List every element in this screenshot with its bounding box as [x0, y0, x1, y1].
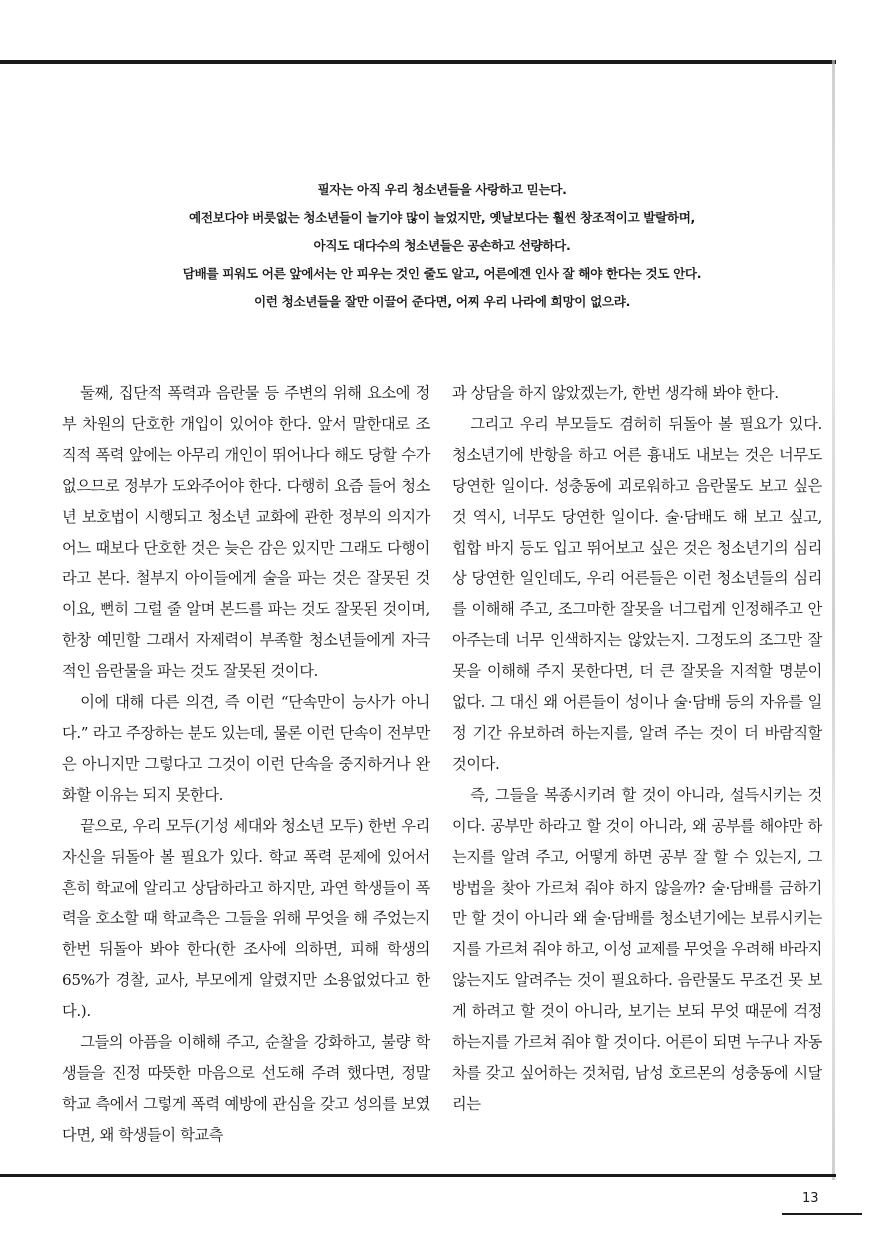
- pull-quote: [150, 176, 734, 316]
- paragraph: 끝으로, 우리 모두(기성 세대와 청소년 모두) 한번 우리 자신을 뒤돌아 볼 필요가 있다. 학교 폭력 문제에 있어서 흔히 학교에 알리고 상담하라고 하지만, 과연 학생들이 폭력을 호소할 때 학교측은 그들을 위해 무엇을 해 주었는지 한번 뒤돌아 봐야 한다(한 조사에 의하면, 피해 학생의 65%가 경찰, 교사, 부모에게 알렸지만 소용없었다고 한다.).: [62, 816, 430, 1021]
- pull-quote-line: 담배를 피워도 어른 앞에서는 안 피우는 것인 줄도 알고, 어른에겐 인사 잘 해야 한다는 것도 안다.: [182, 266, 702, 281]
- page-number: 13: [802, 1191, 819, 1206]
- paragraph: 그리고 우리 부모들도 겸허히 뒤돌아 볼 필요가 있다. 청소년기에 반항을 하고 어른 흉내도 내보는 것은 너무도 당연한 일이다. 성충동에 괴로워하고 음란물도 보고 싶은 것 역시, 너무도 당연한 일이다. 술·담배도 해 보고 싶고, 힙합 바지 등도 입고 뛰어보고 싶은 것은 청소년기의 심리상 당연한 일인데도, 우리 어른들은 이런 청소년들의 심리를 이해해 주고, 조그마한 잘못을 너그럽게 인정해주고 안아주는데 너무 인색하지는 않았는지. 그정도의 조그만 잘못을 이해해 주지 못한다면, 더 큰 잘못을 지적할 명분이 없다. 그 대신 왜 어른들이 성이나 술·담배 등의 자유를 일정 기간 유보하려 하는지를, 알려 주는 것이 더 바람직할 것이다.: [452, 414, 822, 773]
- pull-quote-line: 필자는 아직 우리 청소년들을 사랑하고 믿는다.: [317, 182, 567, 197]
- pull-quote-line: 이런 청소년들을 잘만 이끌어 준다면, 어찌 우리 나라에 희망이 없으랴.: [253, 294, 630, 309]
- paragraph: 즉, 그들을 복종시키려 할 것이 아니라, 설득시키는 것이다. 공부만 하라고 할 것이 아니라, 왜 공부를 해야만 하는지를 알려 주고, 어떻게 하면 공부 잘 할 수 있는지, 그 방법을 찾아 가르쳐 줘야 하지 않을까? 술·담배를 금하기만 할 것이 아니라 왜 술·담배를 청소년기에는 보류시키는지를 가르쳐 줘야 하고, 이성 교제를 무엇을 우려해 바라지 않는지도 알려주는 것이 필요하다. 음란물도 무조건 못 보게 하려고 할 것이 아니라, 보기는 보되 무엇 때문에 걱정하는지를 가르쳐 줘야 할 것이다. 어른이 되면 누구나 자동차를 갖고 싶어하는 것처럼, 남성 호르몬의 성충동에 시달리는: [452, 785, 822, 1113]
- pull-quote-line: 아직도 대다수의 청소년들은 공손하고 선량하다.: [313, 238, 571, 253]
- paragraph: 이에 대해 다른 의견, 즉 이런 “단속만이 능사가 아니다.” 라고 주장하는 분도 있는데, 물론 이런 단속이 전부만은 아니지만 그렇다고 그것이 이런 단속을 중지하거나 완화할 이유는 되지 못한다.: [62, 693, 430, 804]
- top-rule: [0, 60, 836, 64]
- paragraph: 그들의 아픔을 이해해 주고, 순찰을 강화하고, 불량 학생들을 진정 따뜻한 마음으로 선도해 주려 했다면, 정말 학교 측에서 그렇게 폭력 예방에 관심을 갖고 성의를 보였다면, 왜 학생들이 학교측: [62, 1033, 430, 1144]
- paragraph-continuation: 과 상담을 하지 않았겠는가, 한번 생각해 봐야 한다.: [452, 384, 779, 402]
- page-number-underline: [782, 1213, 862, 1215]
- paragraph: 둘째, 집단적 폭력과 음란물 등 주변의 위해 요소에 정부 차원의 단호한 개입이 있어야 한다. 앞서 말한대로 조직적 폭력 앞에는 아무리 개인이 뛰어나다 해도 당할 수가 없으므로 정부가 도와주어야 한다. 다행히 요즘 들어 청소년 보호법이 시행되고 청소년 교화에 관한 정부의 의지가 어느 때보다 단호한 것은 늦은 감은 있지만 그래도 다행이라고 본다. 철부지 아이들에게 술을 파는 것은 잘못된 것이요, 뻔히 그럴 줄 알며 본드를 파는 것도 잘못된 것이며, 한창 예민할 그래서 자제력이 부족할 청소년들에게 자극적인 음란물을 파는 것도 잘못된 것이다.: [62, 384, 430, 681]
- pull-quote-line: 예전보다야 버릇없는 청소년들이 늘기야 많이 늘었지만, 옛날보다는 훨씬 창조적이고 발랄하며,: [189, 210, 695, 225]
- scan-edge-shadow: [832, 60, 835, 1180]
- left-column: [62, 378, 430, 1151]
- right-column: [452, 378, 822, 1120]
- bottom-rule: [0, 1174, 836, 1177]
